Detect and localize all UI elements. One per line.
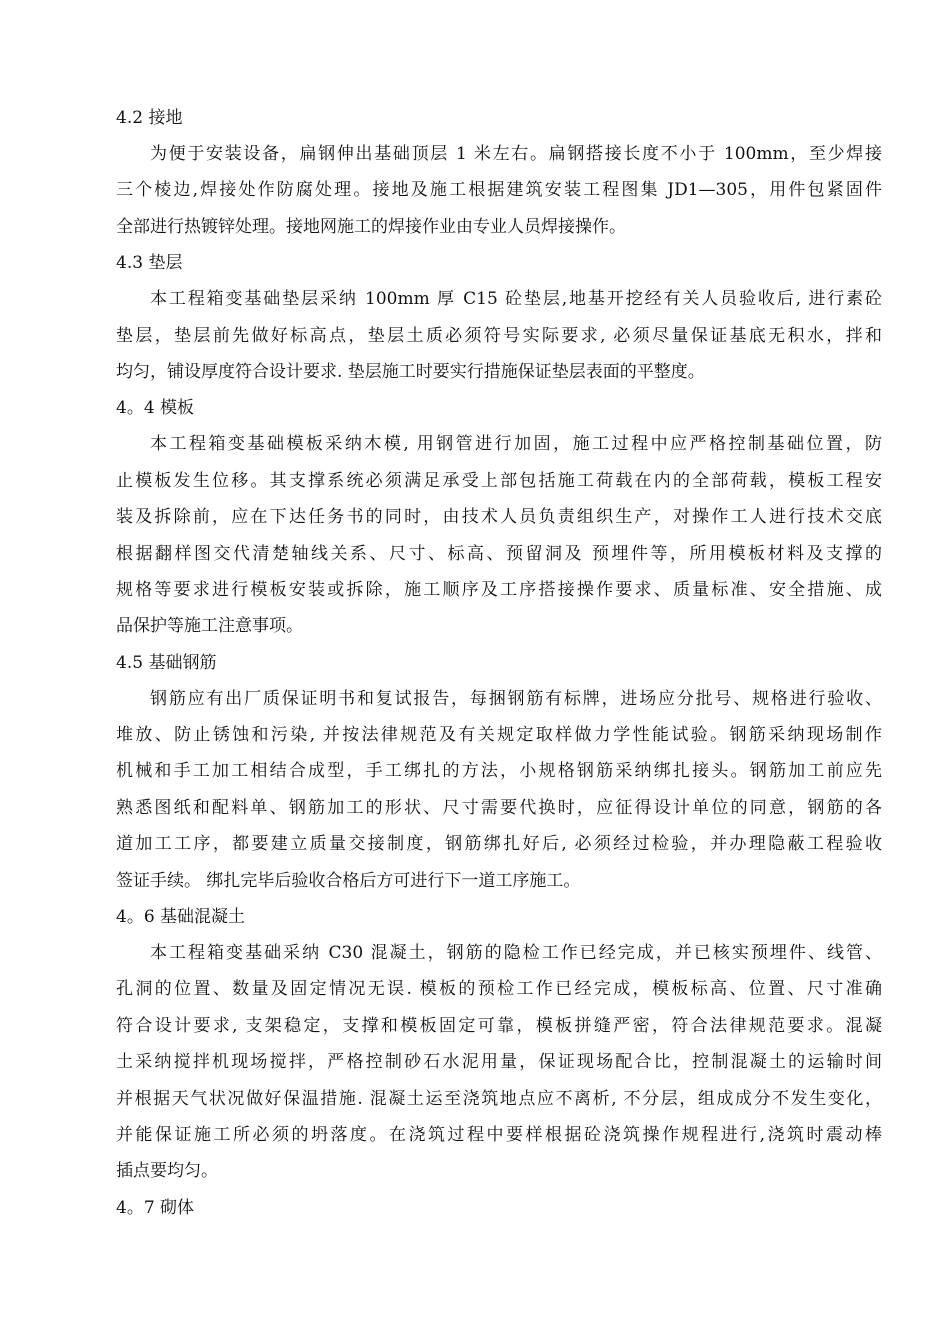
paragraph-line: 三个棱边,焊接处作防腐处理。接地及施工根据建筑安装工程图集 JD1—305，用件包紧固件 — [116, 180, 882, 201]
paragraph-line: 土采纳搅拌机现场搅拌，严格控制砂石水泥用量，保证现场配合比，控制混凝土的运输时间 — [116, 1052, 882, 1073]
paragraph-line: 为便于安装设备，扁钢伸出基础顶层 1 米左右。扁钢搭接长度不小于 100mm，至少焊接 — [150, 144, 882, 164]
paragraph-line: 签证手续。 绑扎完毕后验收合格后方可进行下一道工序施工。 — [116, 870, 581, 891]
section-heading: 4.3 垫层 — [116, 253, 183, 274]
paragraph-line: 规格等要求进行模板安装或拆除，施工顺序及工序搭接操作要求、质量标准、安全措施、成 — [116, 579, 882, 600]
paragraph-line: 装及拆除前，应在下达任务书的同时，由技术人员负责组织生产，对操作工人进行技术交底 — [116, 507, 882, 528]
paragraph-line: 符合设计要求, 支架稳定，支撑和模板固定可靠，模板拼缝严密，符合法律规范要求。混凝 — [116, 1015, 882, 1036]
paragraph-line: 并能保证施工所必须的坍落度。在浇筑过程中要样根据砼浇筑操作规程进行,浇筑时震动棒 — [116, 1124, 882, 1145]
paragraph-line: 本工程箱变基础垫层采纳 100mm 厚 C15 砼垫层,地基开挖经有关人员验收后, 进行素砼 — [150, 289, 882, 310]
paragraph-line: 并根据天气状况做好保温措施. 混凝土运至浇筑地点应不离析, 不分层，组成成分不发生变化， — [116, 1088, 882, 1109]
paragraph-line: 堆放、防止锈蚀和污染, 并按法律规范及有关规定取样做力学性能试验。钢筋采纳现场制作 — [116, 725, 882, 746]
paragraph-line: 插点要均匀。 — [116, 1161, 218, 1182]
section-grounding — [116, 100, 882, 245]
section-heading: 4.2 接地 — [116, 108, 183, 128]
paragraph-line: 道加工工序，都要建立质量交接制度，钢筋绑扎好后, 必须经过检验，并办理隐蔽工程验收 — [116, 834, 882, 855]
section-heading: 4。7 砌体 — [116, 1197, 195, 1218]
section-heading: 4。6 基础混凝土 — [116, 907, 246, 928]
section-formwork — [116, 390, 882, 644]
section-rebar — [116, 645, 882, 899]
paragraph-line: 均匀，铺设厚度符合设计要求. 垫层施工时要实行措施保证垫层表面的平整度。 — [116, 361, 705, 382]
paragraph-line: 本工程箱变基础模板采纳木模, 用钢管进行加固，施工过程中应严格控制基础位置，防 — [150, 434, 882, 455]
paragraph-line: 孔洞的位置、数量及固定情况无误. 模板的预检工作已经完成，模板标高、位置、尺寸准确 — [116, 979, 882, 1000]
paragraph-line: 熟悉图纸和配料单、钢筋加工的形状、尺寸需要代换时，应征得设计单位的同意，钢筋的各 — [116, 797, 882, 818]
paragraph-line: 钢筋应有出厂质保证明书和复试报告，每捆钢筋有标牌，进场应分批号、规格进行验收、 — [150, 688, 882, 709]
paragraph-line: 止模板发生位移。其支撑系统必须满足承受上部包括施工荷载在内的全部荷载，模板工程安 — [116, 470, 882, 491]
paragraph-line: 垫层，垫层前先做好标高点，垫层土质必须符号实际要求, 必须尽量保证基底无积水，拌和 — [116, 325, 882, 346]
paragraph-line: 本工程箱变基础采纳 C30 混凝土，钢筋的隐检工作已经完成，并已核实预埋件、线管、 — [150, 943, 882, 964]
section-heading: 4.5 基础钢筋 — [116, 652, 217, 673]
section-masonry — [116, 1190, 882, 1226]
section-heading: 4。4 模板 — [116, 398, 195, 419]
paragraph-line: 品保护等施工注意事项。 — [116, 616, 303, 637]
section-concrete — [116, 899, 882, 1190]
paragraph-line: 全部进行热镀锌处理。接地网施工的焊接作业由专业人员焊接操作。 — [116, 216, 626, 237]
paragraph-line: 机械和手工加工相结合成型，手工绑扎的方法，小规格钢筋采纳绑扎接头。钢筋加工前应先 — [116, 761, 882, 782]
paragraph-line: 根据翻样图交代清楚轴线关系、尺寸、标高、预留洞及 预埋件等，所用模板材料及支撑的 — [116, 543, 882, 564]
section-cushion — [116, 245, 882, 390]
